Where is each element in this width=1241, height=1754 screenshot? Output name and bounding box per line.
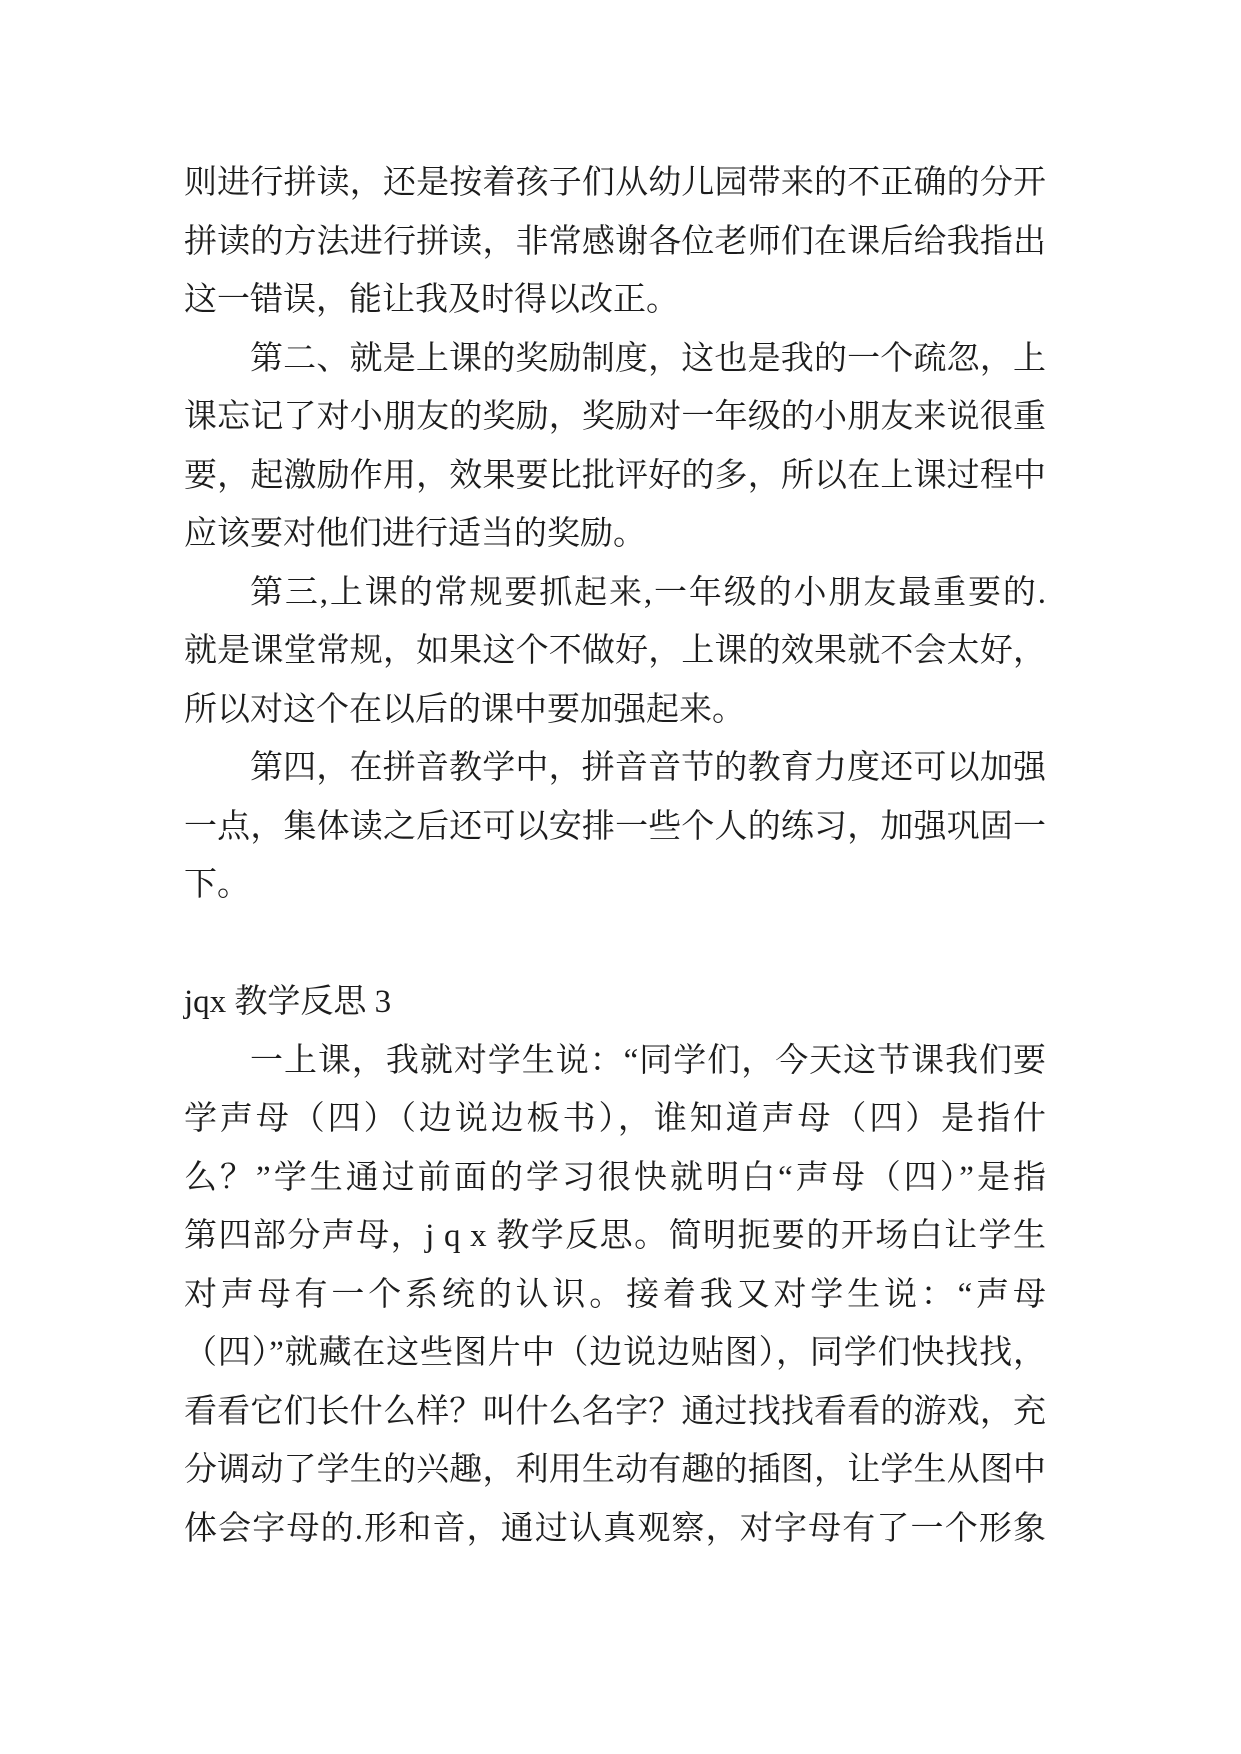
text-line: （四）”就藏在这些图片中（边说边贴图），同学们快找找， [184, 1335, 1046, 1371]
paragraph-lesson-opening [184, 1032, 1046, 1559]
text-line: 拼读的方法进行拼读，非常感谢各位老师们在课后给我指出 [184, 223, 1046, 260]
text-line: 分调动了学生的兴趣，利用生动有趣的插图，让学生从图中 [184, 1452, 1046, 1488]
text-line: 应该要对他们进行适当的奖励。 [184, 516, 646, 552]
text-line: 对声母有一个系统的认识。接着我又对学生说：“声母 [184, 1276, 1046, 1313]
text-line: 第四部分声母，j q x 教学反思。简明扼要的开场白让学生 [184, 1218, 1046, 1254]
section-heading: jqx 教学反思 3 [184, 984, 392, 1020]
text-line: 么？”学生通过前面的学习很快就明白“声母（四）”是指 [184, 1159, 1046, 1196]
paragraph-fourth-point [184, 739, 1046, 915]
text-line: 一点，集体读之后还可以安排一些个人的练习，加强巩固一 [184, 808, 1046, 845]
text-line: 则进行拼读，还是按着孩子们从幼儿园带来的不正确的分开 [184, 165, 1046, 201]
text-line: 就是课堂常规，如果这个不做好，上课的效果就不会太好， [184, 633, 1046, 669]
text-line: 体会字母的.形和音，通过认真观察，对字母有了一个形象 [184, 1510, 1046, 1547]
text-line: 第三,上课的常规要抓起来,一年级的小朋友最重要的. [250, 574, 1046, 611]
document-body [184, 154, 1046, 1558]
text-line: 第四，在拼音教学中，拼音音节的教育力度还可以加强 [250, 750, 1046, 786]
text-line: 课忘记了对小朋友的奖励，奖励对一年级的小朋友来说很重 [184, 399, 1046, 435]
paragraph-third-point [184, 564, 1046, 740]
text-line: 这一错误，能让我及时得以改正。 [184, 282, 679, 318]
text-line: 下。 [184, 867, 250, 903]
paragraph-second-point [184, 330, 1046, 564]
text-line: 要，起激励作用，效果要比批评好的多，所以在上课过程中 [184, 457, 1046, 494]
text-line: 看看它们长什么样？叫什么名字？通过找找看看的游戏，充 [184, 1393, 1046, 1430]
text-line: 第二、就是上课的奖励制度，这也是我的一个疏忽，上 [250, 340, 1046, 377]
text-line: 学声母（四）（边说边板书），谁知道声母（四）是指什 [184, 1101, 1046, 1137]
paragraph-correction [184, 154, 1046, 330]
text-line: 所以对这个在以后的课中要加强起来。 [184, 691, 745, 728]
text-line: 一上课，我就对学生说：“同学们，今天这节课我们要 [250, 1042, 1046, 1079]
